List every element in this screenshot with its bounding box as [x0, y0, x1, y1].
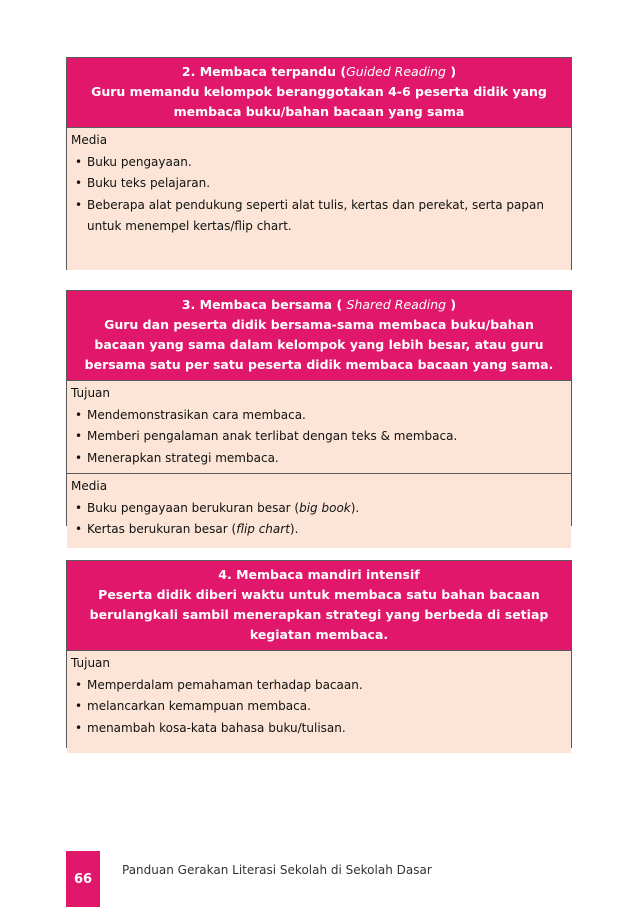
box-title: 4. Membaca mandiri intensif	[218, 567, 420, 582]
tujuan-list	[71, 675, 567, 740]
list-item: • Buku pengayaan.	[71, 152, 567, 174]
box-subtitle: Peserta didik diberi waktu untuk membaca satu bahan bacaan berulangkali sambil menerapkan strategi yang berbeda di setiap kegiatan membaca.	[89, 587, 549, 642]
box-guided-reading	[66, 57, 572, 270]
tujuan-section	[67, 651, 571, 753]
list-item: • Buku pengayaan berukuran besar (big book).	[71, 498, 567, 520]
box-shared-reading	[66, 290, 572, 536]
list-item: • menambah kosa-kata bahasa buku/tulisan.	[71, 718, 567, 740]
list-item: • Memberi pengalaman anak terlibat dengan teks & membaca.	[71, 426, 567, 448]
section-label: Tujuan	[71, 386, 111, 400]
media-list	[71, 152, 567, 238]
section-label: Media	[71, 479, 108, 493]
media-section	[67, 128, 571, 270]
media-list	[71, 498, 567, 541]
list-item: • Buku teks pelajaran.	[71, 173, 567, 195]
box-subtitle: Guru memandu kelompok beranggotakan 4-6 peserta didik yang membaca buku/bahan bacaan yang sama	[91, 84, 547, 119]
box-header	[67, 291, 571, 381]
list-item: • Memperdalam pemahaman terhadap bacaan.	[71, 675, 567, 697]
box-header	[67, 561, 571, 651]
box-title: 3. Membaca bersama ( Shared Reading )	[181, 297, 457, 312]
page-number: 66	[66, 851, 100, 907]
list-item: • Kertas berukuran besar (flip chart).	[71, 519, 567, 541]
list-item: • Beberapa alat pendukung seperti alat tulis, kertas dan perekat, serta papan untuk menempel kertas/flip chart.	[71, 195, 567, 238]
media-section	[67, 473, 571, 548]
tujuan-section	[67, 381, 571, 473]
list-item: • Menerapkan strategi membaca.	[71, 448, 567, 470]
list-item: • melancarkan kemampuan membaca.	[71, 696, 567, 718]
footer-title: Panduan Gerakan Literasi Sekolah di Sekolah Dasar	[122, 863, 432, 877]
tujuan-list	[71, 405, 567, 470]
box-independent-reading	[66, 560, 572, 748]
section-label: Media	[71, 133, 108, 147]
box-subtitle: Guru dan peserta didik bersama-sama membaca buku/bahan bacaan yang sama dalam kelompok yang lebih besar, atau guru bersama satu per satu peserta didik membaca bacaan yang sama.	[84, 317, 554, 372]
box-header	[67, 58, 571, 128]
box-title: 2. Membaca terpandu (Guided Reading )	[181, 64, 457, 79]
section-label: Tujuan	[71, 656, 111, 670]
list-item: • Mendemonstrasikan cara membaca.	[71, 405, 567, 427]
